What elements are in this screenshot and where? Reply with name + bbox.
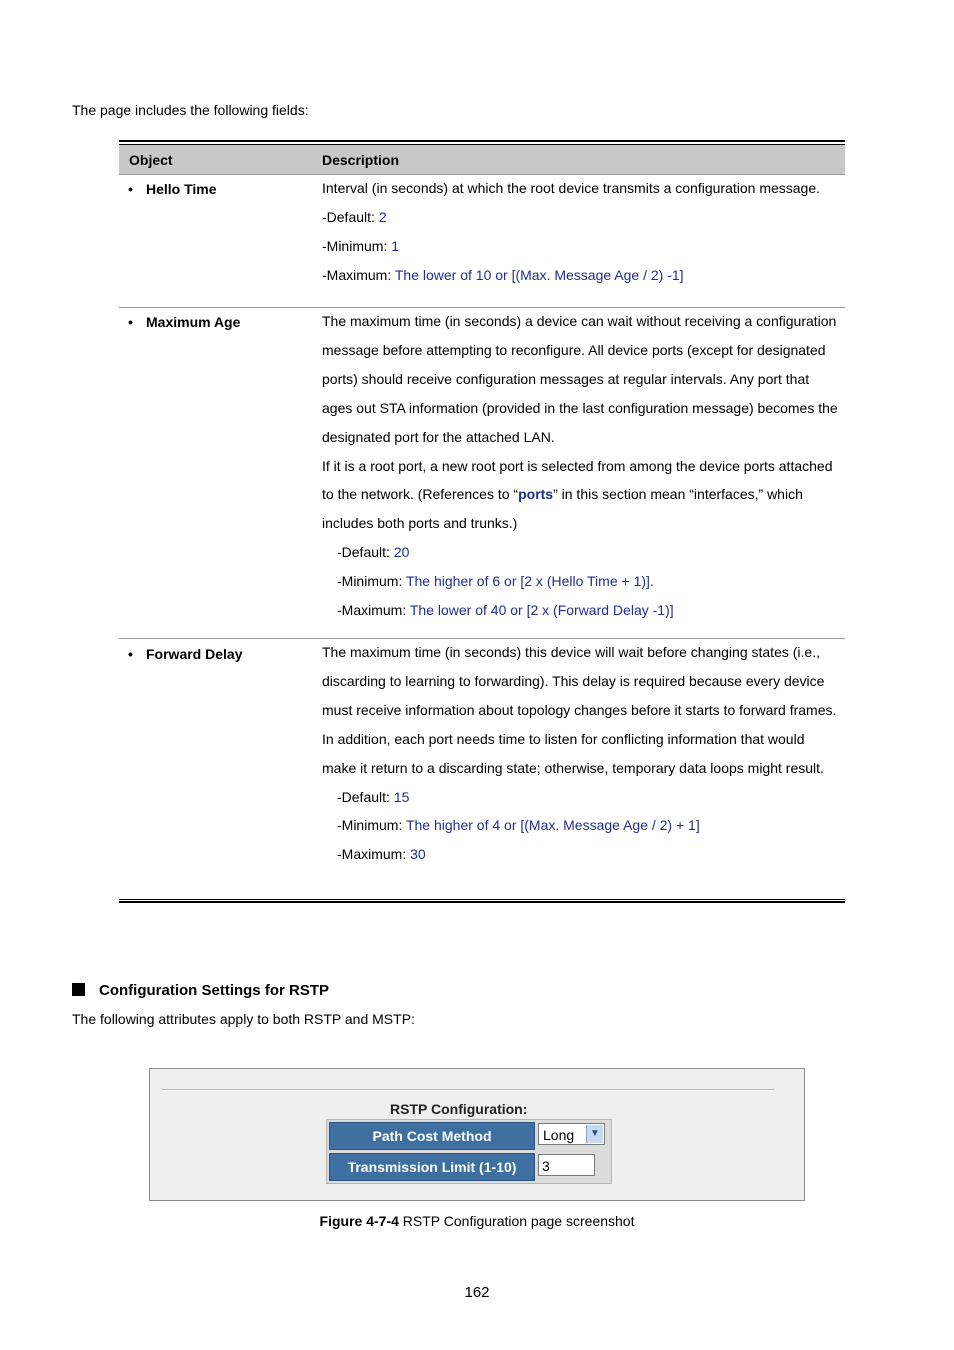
forward-delay-text: The maximum time (in seconds) this device will wait before changing states (i.e., discarding to learning to forwarding). This delay is required because every device must receive information about topology changes before it starts to forward frames. In addition, each port needs time to listen for conflicting information that would make it return to a discarding state; otherwise, temporary data loops might result. — [322, 644, 837, 776]
path-cost-method-label: Path Cost Method — [329, 1122, 535, 1150]
transmission-limit-input[interactable]: 3 — [538, 1154, 595, 1176]
forward-delay-minimum: -Minimum: The higher of 4 or [(Max. Message Age / 2) + 1] — [337, 817, 700, 834]
chevron-down-icon[interactable]: ▼ — [586, 1125, 603, 1143]
hello-time-maximum: -Maximum: The lower of 10 or [(Max. Message Age / 2) -1] — [322, 266, 684, 283]
description-maximum-age — [322, 307, 842, 625]
maximum-age-text-2: If it is a root port, a new root port is selected from among the device ports attached to the network. (References to “ports” in this section mean “interfaces,” which includes both ports and trunks.) — [322, 457, 833, 532]
bullet-icon: • — [128, 181, 133, 197]
separator-line — [162, 1089, 775, 1091]
section-text: The following attributes apply to both RSTP and MSTP: — [72, 1011, 415, 1027]
hello-time-text: Interval (in seconds) at which the root device transmits a configuration message. — [322, 180, 821, 196]
page-number: 162 — [464, 1284, 490, 1301]
hello-time-default: -Default: 2 — [322, 208, 387, 225]
header-object: Object — [129, 152, 173, 168]
transmission-limit-label: Transmission Limit (1-10) — [329, 1153, 535, 1181]
maximum-age-minimum: -Minimum: The higher of 6 or [2 x (Hello Time + 1)]. — [337, 573, 654, 590]
header-description: Description — [322, 152, 400, 168]
rstp-config-title: RSTP Configuration: — [390, 1101, 528, 1117]
maximum-age-text: The maximum time (in seconds) a device can wait without receiving a configuration message before attempting to reconfigure. All device ports (except for designated ports) should receive configuration messages at regular intervals. Any port that ages out STA information (provided in the last configuration message) becomes the designated port for the attached LAN. — [322, 313, 838, 445]
object-hello-time: • Hello Time — [128, 181, 217, 197]
description-hello-time — [322, 174, 842, 290]
description-forward-delay — [322, 638, 842, 869]
forward-delay-default: -Default: 15 — [337, 788, 410, 805]
rstp-screenshot — [149, 1068, 805, 1201]
section-heading: Configuration Settings for RSTP — [72, 982, 329, 999]
forward-delay-maximum: -Maximum: 30 — [337, 846, 426, 863]
ports-link[interactable]: ports — [518, 486, 554, 503]
object-maximum-age: • Maximum Age — [128, 314, 241, 330]
square-bullet-icon — [72, 983, 85, 996]
figure-caption: Figure 4-7-4 RSTP Configuration page screenshot — [319, 1213, 635, 1229]
bullet-icon: • — [128, 314, 133, 330]
rstp-config-form — [326, 1119, 612, 1184]
bullet-icon: • — [128, 646, 133, 662]
table-top-rule — [119, 140, 845, 142]
object-forward-delay: • Forward Delay — [128, 646, 243, 662]
path-cost-method-select[interactable]: Long ▼ — [538, 1123, 605, 1145]
table-header — [119, 145, 845, 175]
maximum-age-maximum: -Maximum: The lower of 40 or [2 x (Forward Delay -1)] — [337, 602, 674, 619]
table-bottom-rule-thin — [119, 899, 845, 900]
intro-text: The page includes the following fields: — [72, 102, 309, 118]
maximum-age-default: -Default: 20 — [337, 544, 410, 561]
table-bottom-rule — [119, 901, 845, 903]
hello-time-minimum: -Minimum: 1 — [322, 237, 400, 254]
